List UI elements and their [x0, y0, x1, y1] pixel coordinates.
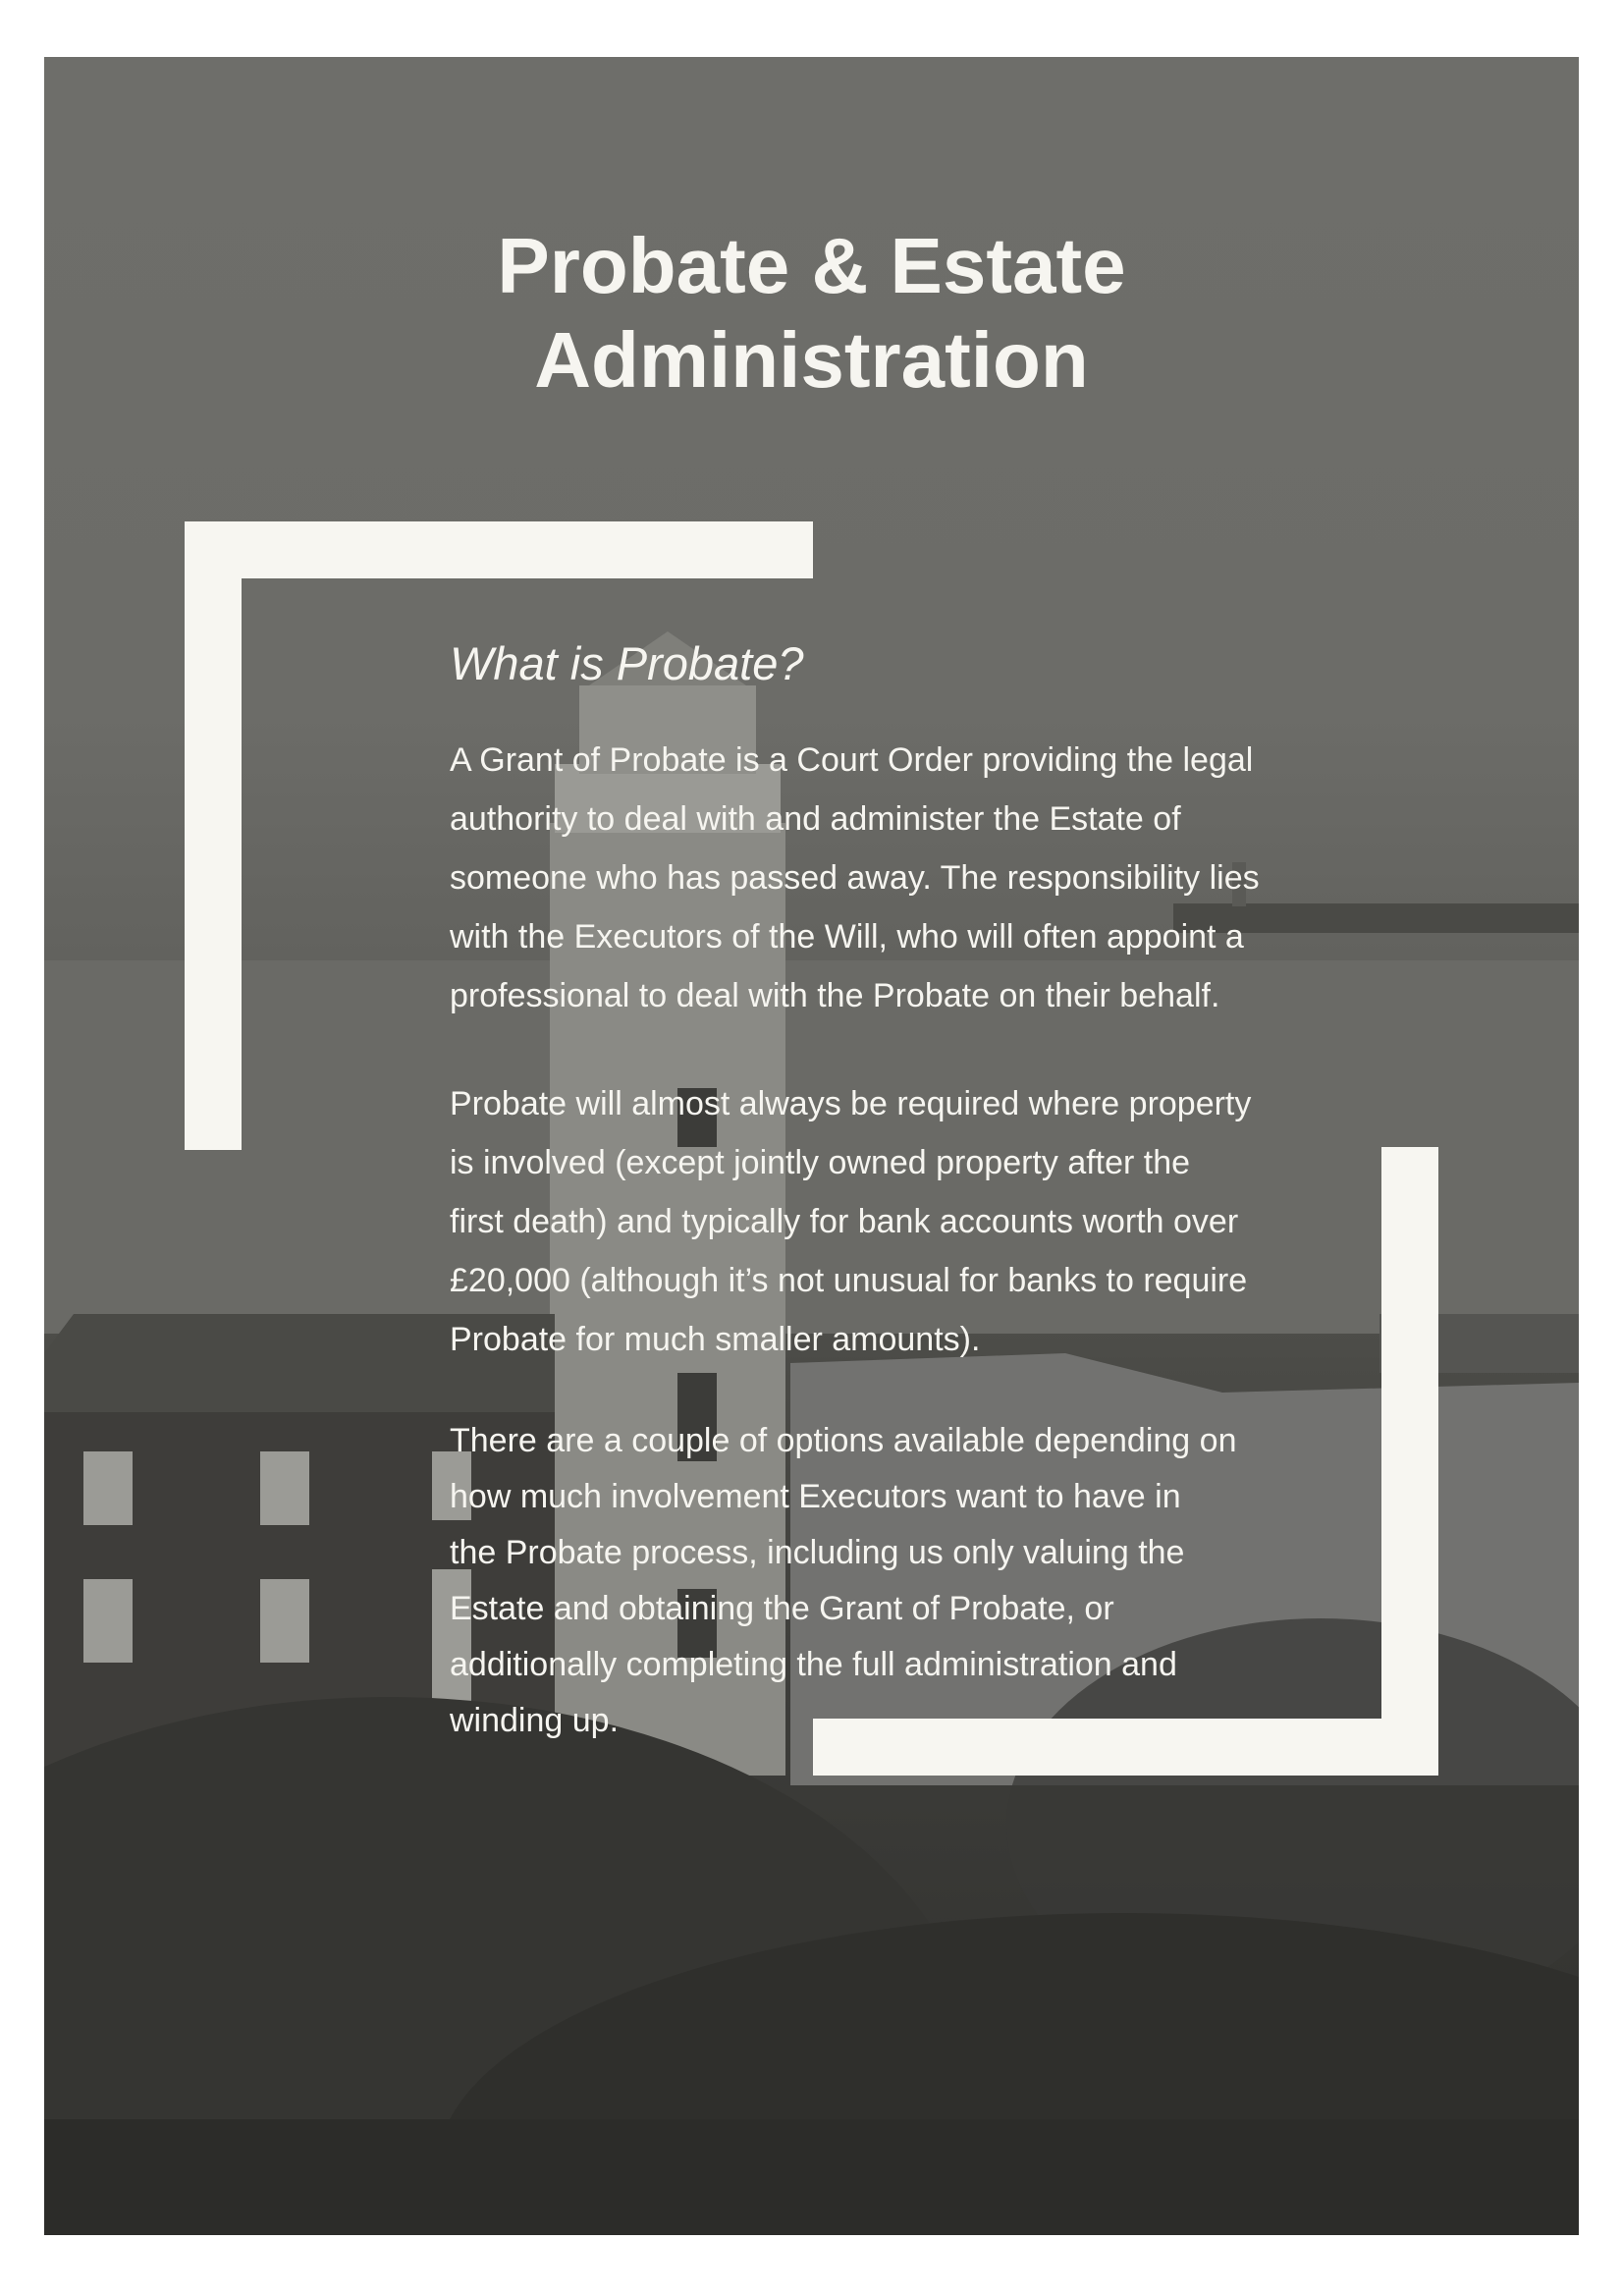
house-window: [83, 1451, 133, 1525]
house-window: [260, 1451, 309, 1525]
title-line-2: Administration: [534, 316, 1089, 404]
paragraph-when-required: Probate will almost always be required where property is involved (except jointly owned property after the first death) and typically for bank accounts worth over £20,000 (although it’s not unusual for banks to require Probate for much smaller amounts).: [450, 1085, 1252, 1358]
title-line-1: Probate & Estate: [497, 222, 1126, 309]
house-window: [260, 1579, 309, 1663]
foreground-ground: [44, 2119, 1579, 2235]
house-window: [83, 1579, 133, 1663]
probate-section: [450, 636, 1412, 1798]
paragraph-options: There are a couple of options available depending on how much involvement Executors want to have in the Probate process, including us only valuing the Estate and obtaining the Grant of Probate, or additionally completing the full administration and winding up.: [450, 1422, 1237, 1739]
background-photo-lighthouse: [44, 57, 1579, 2235]
frame-bracket-left-bar: [185, 521, 242, 1150]
page-title: [44, 219, 1579, 408]
section-heading: What is Probate?: [450, 637, 804, 689]
paragraph-grant-of-probate: A Grant of Probate is a Court Order providing the legal authority to deal with and administer the Estate of someone who has passed away. The responsibility lies with the Executors of the Will, who will often appoint a professional to deal with the Probate on their behalf.: [450, 741, 1260, 1014]
frame-bracket-top-bar: [185, 521, 813, 578]
